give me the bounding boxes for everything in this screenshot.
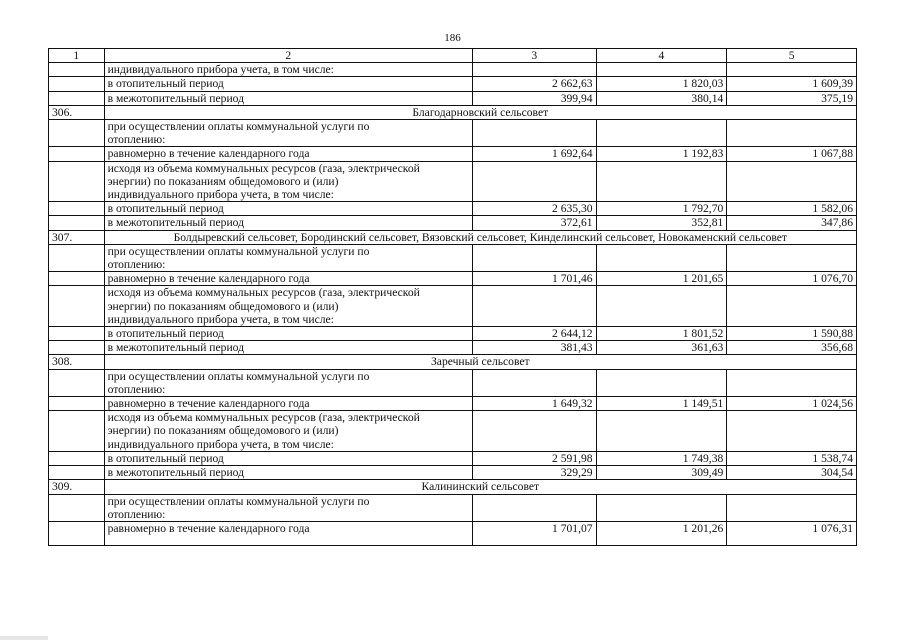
row-description: в межотопительный период [104,466,472,480]
table-row [49,341,857,355]
value-cell: 1 582,06 [727,202,857,216]
row-description: в отопительный период [104,202,472,216]
row-description: в отопительный период [104,451,472,465]
scan-edge-mark [0,636,48,640]
section-title: Болдыревский сельсовет, Бородинский сельсовет, Вязовский сельсовет, Кинделинский сельсовет, Новокаменский сельсовет [104,230,856,244]
value-cell: 372,61 [473,216,597,230]
value-cell: 1 067,88 [727,147,857,161]
value-cell: 309,49 [596,466,727,480]
value-cell: 1 201,26 [596,521,727,545]
row-description: в отопительный период [104,327,472,341]
table-row [49,244,857,271]
section-header-row [49,355,857,369]
table-row [49,397,857,411]
row-description: равномерно в течение календарного года [104,272,472,286]
value-cell: 1 192,83 [596,147,727,161]
value-cell: 1 649,32 [473,397,597,411]
tariff-table [48,48,857,546]
value-cell: 352,81 [596,216,727,230]
column-header: 1 [49,49,105,63]
column-header: 5 [727,49,857,63]
value-cell: 1 590,88 [727,327,857,341]
row-description: равномерно в течение календарного года [104,521,472,545]
table-row [49,411,857,452]
value-cell: 2 591,98 [473,451,597,465]
table-row [49,494,857,521]
value-cell: 1 024,56 [727,397,857,411]
page-number: 186 [444,32,461,44]
section-number: 308. [49,355,105,369]
value-cell: 2 644,12 [473,327,597,341]
table-row [49,286,857,327]
table-row [49,77,857,91]
column-header: 3 [473,49,597,63]
table-row [49,161,857,202]
value-cell: 2 635,30 [473,202,597,216]
value-cell: 399,94 [473,91,597,105]
value-cell: 1 149,51 [596,397,727,411]
row-description: в отопительный период [104,77,472,91]
value-cell: 1 792,70 [596,202,727,216]
row-description: при осуществлении оплаты коммунальной услуги по отоплению: [104,369,472,396]
table-row [49,369,857,396]
value-cell: 304,54 [727,466,857,480]
row-description: исходя из объема коммунальных ресурсов (газа, электрической энергии) по показаниям общедомового и (или) индивидуального прибора учета, в том числе: [104,161,472,202]
table-row [49,272,857,286]
table-row [49,451,857,465]
table-row [49,327,857,341]
row-description: в межотопительный период [104,91,472,105]
value-cell: 381,43 [473,341,597,355]
row-description: при осуществлении оплаты коммунальной услуги по отоплению: [104,494,472,521]
table-row [49,147,857,161]
value-cell: 1 692,64 [473,147,597,161]
table-row [49,91,857,105]
row-description: исходя из объема коммунальных ресурсов (газа, электрической энергии) по показаниям общедомового и (или) индивидуального прибора учета, в том числе: [104,411,472,452]
value-cell: 1 701,07 [473,521,597,545]
table-row [49,216,857,230]
section-header-row [49,105,857,119]
column-header: 4 [596,49,727,63]
table-row [49,521,857,545]
value-cell: 329,29 [473,466,597,480]
section-number: 307. [49,230,105,244]
row-description: в межотопительный период [104,216,472,230]
table-row [49,202,857,216]
value-cell: 1 076,31 [727,521,857,545]
table-row [49,120,857,147]
row-description: исходя из объема коммунальных ресурсов (газа, электрической энергии) по показаниям общедомового и (или) индивидуального прибора учета, в том числе: [104,286,472,327]
row-description: индивидуального прибора учета, в том числе: [104,63,472,77]
section-number: 306. [49,105,105,119]
value-cell: 361,63 [596,341,727,355]
value-cell: 1 701,46 [473,272,597,286]
value-cell: 347,86 [727,216,857,230]
value-cell: 2 662,63 [473,77,597,91]
value-cell: 1 820,03 [596,77,727,91]
row-description: в межотопительный период [104,341,472,355]
value-cell: 375,19 [727,91,857,105]
row-description: при осуществлении оплаты коммунальной услуги по отоплению: [104,120,472,147]
value-cell: 380,14 [596,91,727,105]
value-cell: 1 749,38 [596,451,727,465]
section-title: Калининский сельсовет [104,480,856,494]
value-cell: 356,68 [727,341,857,355]
column-header: 2 [104,49,472,63]
row-description: равномерно в течение календарного года [104,147,472,161]
value-cell: 1 538,74 [727,451,857,465]
row-description: равномерно в течение календарного года [104,397,472,411]
value-cell: 1 609,39 [727,77,857,91]
value-cell: 1 201,65 [596,272,727,286]
value-cell: 1 801,52 [596,327,727,341]
table-row [49,466,857,480]
column-number-row [49,49,857,63]
section-header-row [49,480,857,494]
row-description: при осуществлении оплаты коммунальной услуги по отоплению: [104,244,472,271]
section-title: Благодарновский сельсовет [104,105,856,119]
section-number: 309. [49,480,105,494]
section-title: Заречный сельсовет [104,355,856,369]
value-cell: 1 076,70 [727,272,857,286]
section-header-row [49,230,857,244]
table-row [49,63,857,77]
